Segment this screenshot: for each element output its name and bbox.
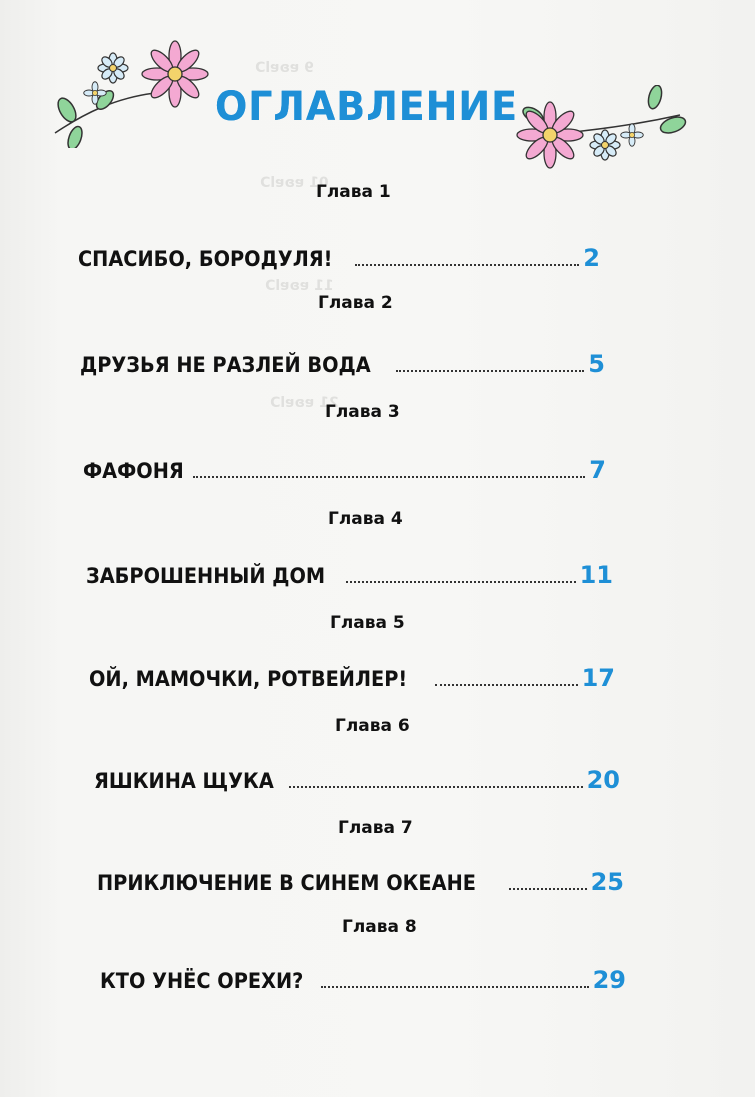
dot-leader xyxy=(321,985,589,988)
toc-entry[interactable] xyxy=(94,754,620,794)
chapter-title: ОЙ, МАМОЧКИ, РОТВЕЙЛЕР! xyxy=(89,667,408,691)
dot-leader xyxy=(509,887,587,890)
toc-entry[interactable] xyxy=(78,232,600,272)
dot-leader xyxy=(193,475,586,478)
chapter-label: Глава 1 xyxy=(316,182,391,202)
chapter-title: СПАСИБО, БОРОДУЛЯ! xyxy=(78,247,333,271)
flower-garland-right-icon xyxy=(505,85,705,180)
bleed-through-text: 21 ɐʚɐlƆ xyxy=(270,395,339,411)
chapter-label: Глава 8 xyxy=(342,917,417,937)
bleed-through-text: 11 ɐʚɐlƆ xyxy=(265,278,334,294)
dot-leader xyxy=(289,785,582,788)
toc-entry[interactable] xyxy=(89,652,615,692)
toc-entry[interactable] xyxy=(100,954,626,994)
dot-leader xyxy=(435,683,578,686)
page-number: 20 xyxy=(586,766,620,794)
page-number: 2 xyxy=(583,244,600,272)
chapter-label: Глава 7 xyxy=(338,818,413,838)
chapter-label: Глава 3 xyxy=(325,402,400,422)
dot-leader xyxy=(396,369,584,372)
bleed-through-text: 9 ɐʚɐlƆ xyxy=(255,60,314,76)
chapter-label: Глава 6 xyxy=(335,716,410,736)
dot-leader xyxy=(355,263,580,266)
bleed-through-text: 01 ɐʚɐlƆ xyxy=(260,175,329,191)
page-number: 25 xyxy=(590,868,624,896)
chapter-label: Глава 2 xyxy=(318,293,393,313)
toc-entry[interactable] xyxy=(86,549,613,589)
chapter-title: ЗАБРОШЕННЫЙ ДОМ xyxy=(86,564,326,588)
dot-leader xyxy=(346,580,576,583)
page-number: 29 xyxy=(592,966,626,994)
toc-entry[interactable] xyxy=(80,338,605,378)
page-number: 5 xyxy=(588,350,605,378)
chapter-label: Глава 5 xyxy=(330,613,405,633)
page-number: 17 xyxy=(581,664,615,692)
toc-entry[interactable] xyxy=(83,444,606,484)
chapter-title: ДРУЗЬЯ НЕ РАЗЛЕЙ ВОДА xyxy=(80,353,371,377)
page-number: 11 xyxy=(579,561,613,589)
chapter-title: ПРИКЛЮЧЕНИЕ В СИНЕМ ОКЕАНЕ xyxy=(97,871,476,895)
chapter-title: ФАФОНЯ xyxy=(83,459,184,483)
chapter-label: Глава 4 xyxy=(328,509,403,529)
page-number: 7 xyxy=(589,456,606,484)
chapter-title: ЯШКИНА ЩУКА xyxy=(94,769,274,793)
page-title: ОГЛАВЛЕНИЕ xyxy=(215,84,519,130)
toc-entry[interactable] xyxy=(97,856,624,896)
chapter-title: КТО УНЁС ОРЕХИ? xyxy=(100,969,304,993)
